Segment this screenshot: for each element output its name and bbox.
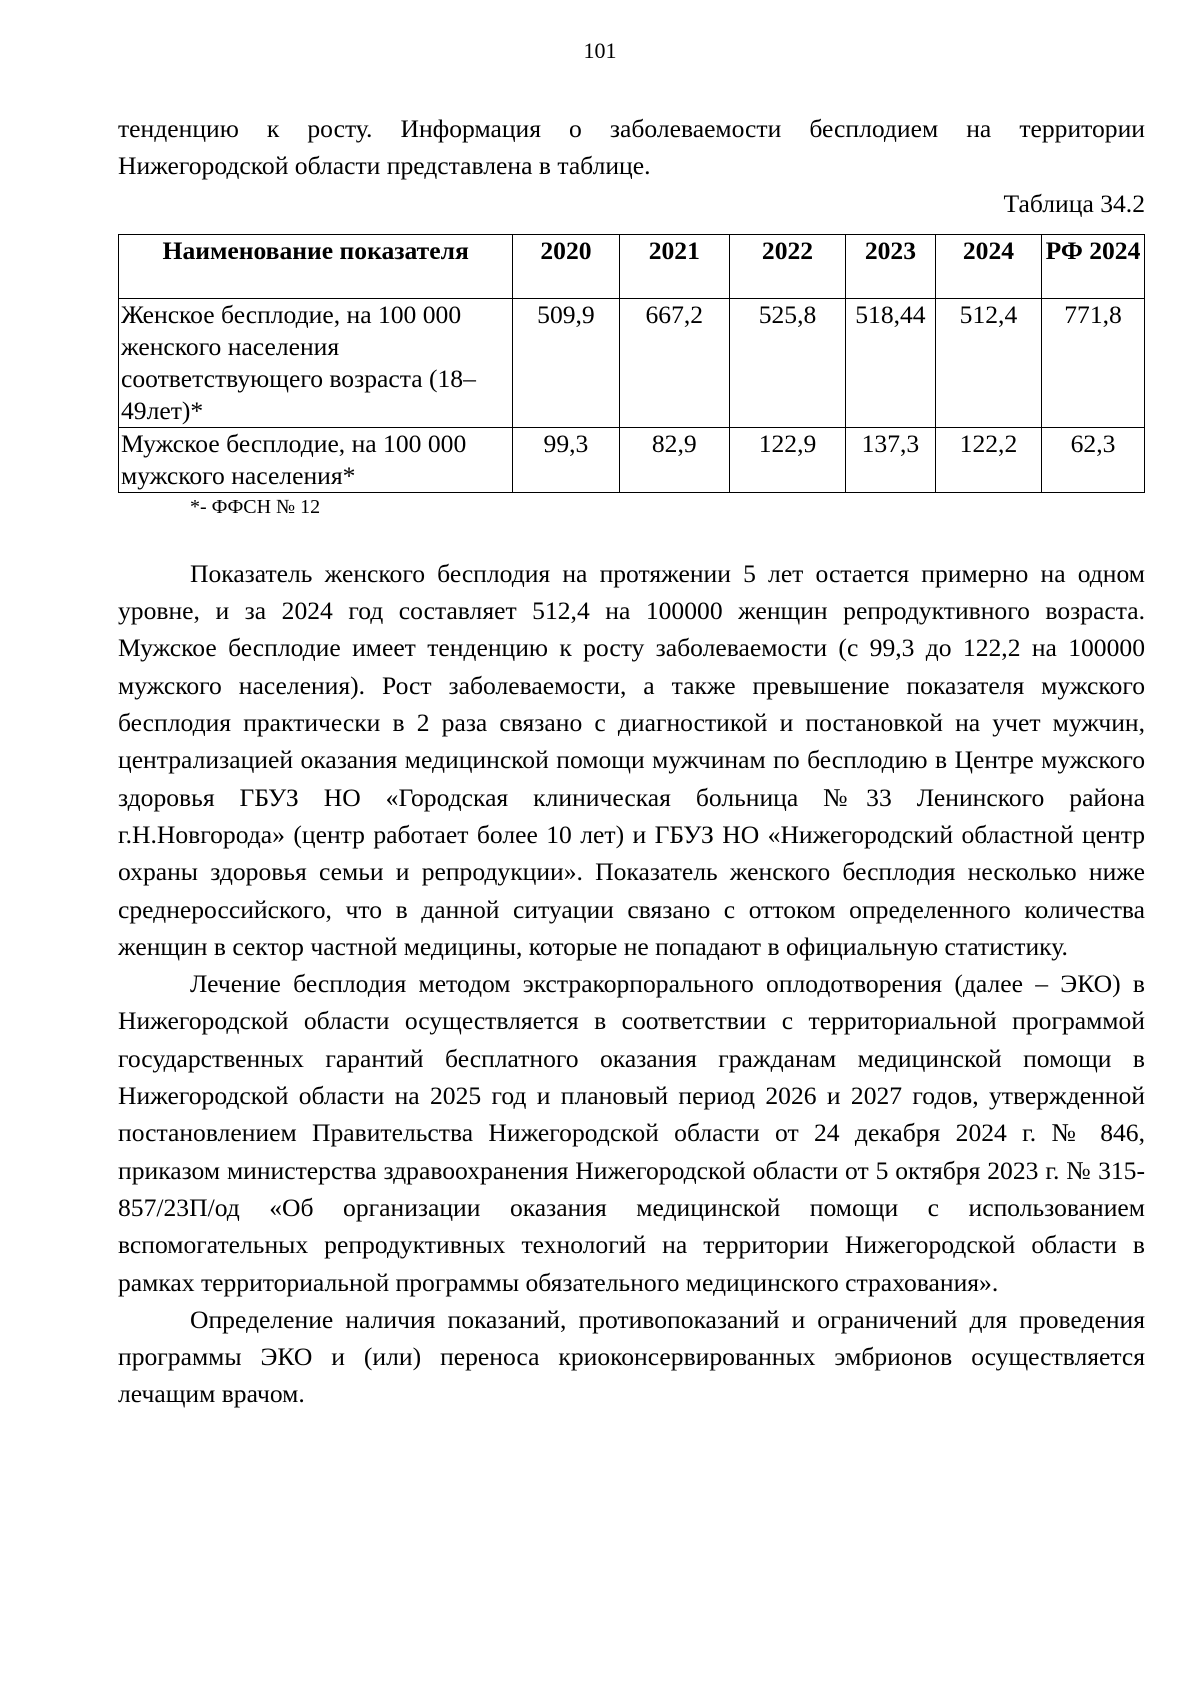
cell-value: 137,3: [845, 427, 935, 492]
cell-value: 518,44: [845, 298, 935, 427]
cell-value: 771,8: [1042, 298, 1145, 427]
cell-value: 509,9: [513, 298, 619, 427]
cell-value: 667,2: [619, 298, 730, 427]
intro-paragraph: тенденцию к росту. Информация о заболеваемости бесплодием на территории Нижегородской области представлена в таблице.: [118, 114, 1145, 181]
cell-value: 62,3: [1042, 427, 1145, 492]
header-2021: 2021: [619, 234, 730, 298]
cell-value: 122,9: [730, 427, 846, 492]
row-name-male: Мужское бесплодие, на 100 000 мужского населения*: [119, 427, 513, 492]
cell-value: 82,9: [619, 427, 730, 492]
header-2020: 2020: [513, 234, 619, 298]
infertility-table: [118, 234, 1145, 493]
body-paragraph: Показатель женского бесплодия на протяжении 5 лет остается примерно на одном уровне, и за 2024 год составляет 512,4 на 100000 женщин репродуктивного возраста. Мужское бесплодие имеет тенденцию к росту заболеваемости (с 99,3 до 122,2 на 100000 мужского населения). Рост заболеваемости, а также превышение показателя мужского бесплодия практически в 2 раза связано с диагностикой и постановкой на учет мужчин, централизацией оказания медицинской помощи мужчинам по бесплодию в Центре мужского здоровья ГБУЗ НО «Городская клиническая больница №33 Ленинского района г.Н.Новгорода» (центр работает более 10 лет) и ГБУЗ НО «Нижегородский областной центр охраны здоровья семьи и репродукции». Показатель женского бесплодия несколько ниже среднероссийского, что в данной ситуации связано с оттоком определенного количества женщин в сектор частной медицины, которые не попадают в официальную статистику.: [118, 558, 1145, 961]
cell-value: 122,2: [935, 427, 1041, 492]
table-row: [119, 298, 1145, 427]
cell-value: 512,4: [935, 298, 1041, 427]
cell-value: 525,8: [730, 298, 846, 427]
header-2022: 2022: [730, 234, 846, 298]
header-2023: 2023: [845, 234, 935, 298]
body-paragraph: Лечение бесплодия методом экстракорпорального оплодотворения (далее – ЭКО) в Нижегородской области осуществляется в соответствии с территориальной программой государственных гарантий бесплатного оказания гражданам медицинской помощи в Нижегородской области на 2025 год и плановый период 2026 и 2027 годов, утвержденной постановлением Правительства Нижегородской области от 24 декабря 2024 г. № 846, приказом министерства здравоохранения Нижегородской области от 5 октября 2023 г. № 315-857/23П/од «Об организации оказания медицинской помощи с использованием вспомогательных репродуктивных технологий на территории Нижегородской области в рамках территориальной программы обязательного медицинского страхования».: [118, 969, 1145, 1297]
header-rf-2024: РФ 2024: [1042, 234, 1145, 298]
document-body: [118, 110, 1145, 1413]
header-2024: 2024: [935, 234, 1041, 298]
header-name: Наименование показателя: [119, 234, 513, 298]
body-paragraph: Определение наличия показаний, противопоказаний и ограничений для проведения программы ЭКО и (или) переноса криоконсервированных эмбрионов осуществляется лечащим врачом.: [118, 1304, 1145, 1409]
row-name-female: Женское бесплодие, на 100 000 женского населения соответствующего возраста (18–49лет)*: [119, 298, 513, 427]
table-row: [119, 427, 1145, 492]
cell-value: 99,3: [513, 427, 619, 492]
table-caption: Таблица 34.2: [1003, 188, 1145, 218]
table-header-row: [119, 234, 1145, 298]
table-footnote: *- ФФСН № 12: [190, 495, 321, 518]
page-number: 101: [583, 38, 617, 63]
